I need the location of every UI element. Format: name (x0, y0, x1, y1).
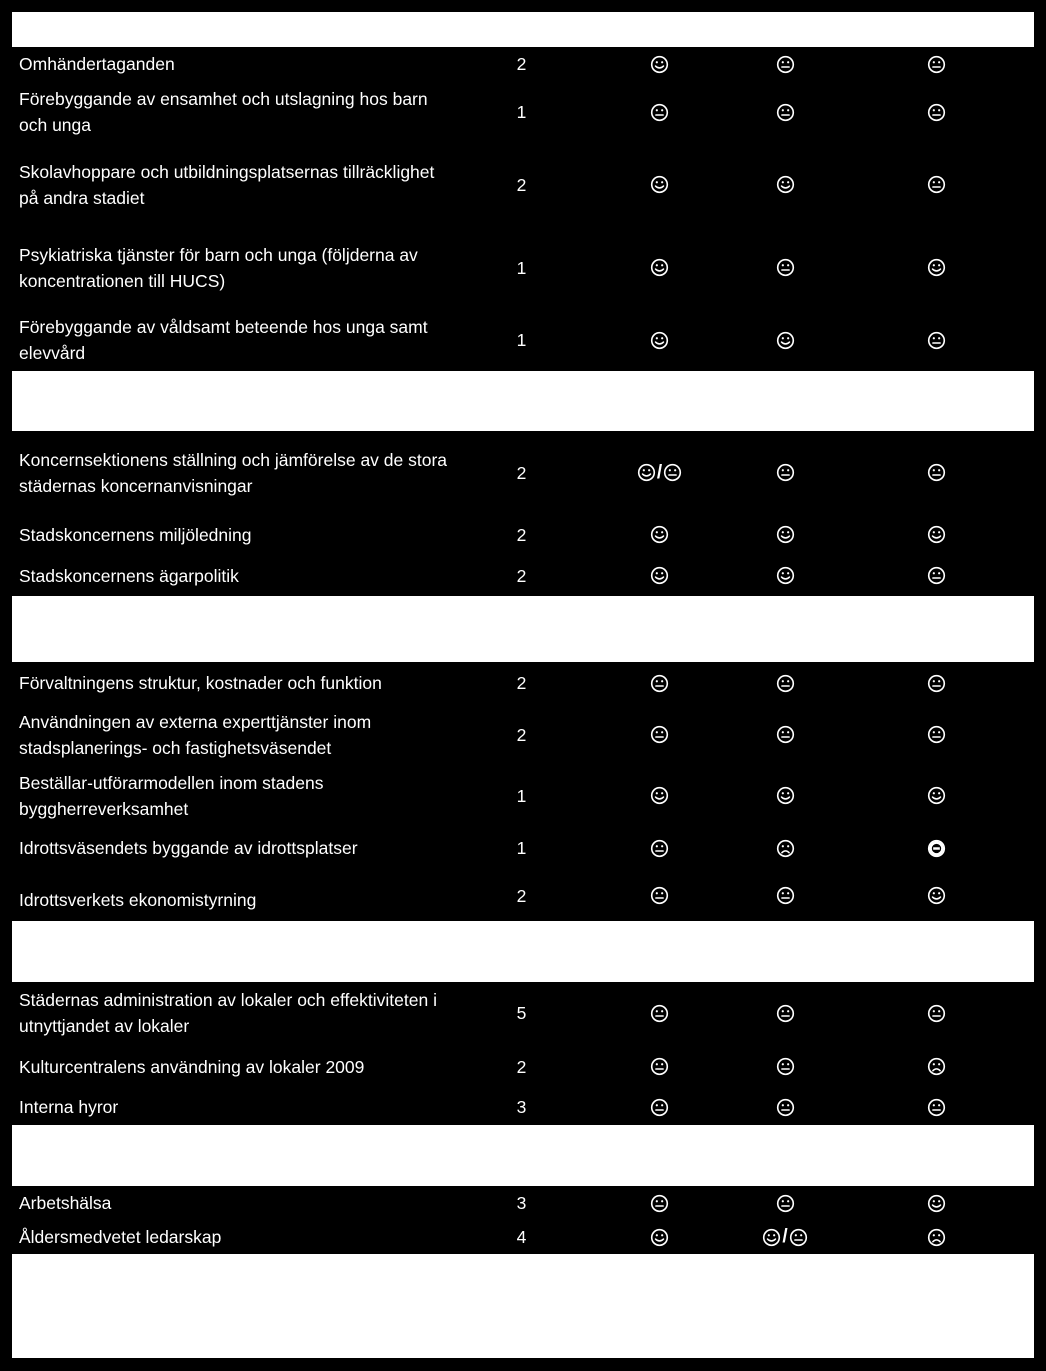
topic-cell: Arbetshälsa (12, 1188, 453, 1218)
count-cell: 1 (456, 228, 587, 307)
rating-cell (732, 145, 838, 224)
rating-cell (732, 984, 838, 1042)
rating-cell (840, 49, 1032, 79)
count-cell: 1 (456, 83, 587, 141)
count-cell: 3 (456, 1188, 587, 1218)
topic-cell: Skolavhoppare och utbildningsplatsernas tillräcklighet på andra stadiet (12, 145, 453, 224)
topic-cell: Förvaltningens struktur, kostnader och funktion (12, 664, 453, 702)
count-cell: 3 (456, 1091, 587, 1123)
rating (650, 525, 669, 544)
rating (776, 725, 795, 744)
count-cell: 1 (456, 311, 587, 369)
rating-cell (732, 83, 838, 141)
neutral-face-icon (776, 674, 795, 693)
happy-face-icon (776, 786, 795, 805)
rating-cell (589, 49, 730, 79)
neutral-face-icon (927, 725, 946, 744)
rating-cell (589, 664, 730, 702)
table-row (12, 765, 1034, 826)
rating (927, 525, 946, 544)
rating-cell (732, 1222, 838, 1252)
rating (927, 1098, 946, 1117)
rating-cell (840, 1222, 1032, 1252)
neutral-face-icon (776, 886, 795, 905)
rating (927, 839, 946, 858)
count-cell: 2 (456, 49, 587, 79)
table-row (12, 704, 1034, 765)
count-cell: 2 (456, 433, 587, 512)
rating (927, 725, 946, 744)
rating-cell (589, 228, 730, 307)
rating-cell (732, 49, 838, 79)
rating (927, 886, 946, 905)
rating (927, 1004, 946, 1023)
table-row (12, 870, 1034, 921)
rating (776, 175, 795, 194)
rating (776, 1098, 795, 1117)
rating (927, 1194, 946, 1213)
rating-cell (589, 145, 730, 224)
rating (927, 463, 946, 482)
rating (650, 1004, 669, 1023)
rating-cell (840, 433, 1032, 512)
neutral-face-icon (927, 331, 946, 350)
happy-face-icon (650, 175, 669, 194)
neutral-face-icon (776, 463, 795, 482)
rating-cell (732, 706, 838, 763)
rating-cell (732, 872, 838, 919)
rating-cell (840, 557, 1032, 594)
rating (776, 258, 795, 277)
count-cell: 2 (456, 557, 587, 594)
topic-cell: Interna hyror (12, 1091, 453, 1123)
table-row (12, 1089, 1034, 1125)
rating (927, 175, 946, 194)
happy-face-icon (927, 786, 946, 805)
happy-face-icon (776, 175, 795, 194)
rating (650, 331, 669, 350)
table-row (12, 1044, 1034, 1089)
rating-separator: / (782, 1226, 788, 1247)
happy-face-icon (776, 525, 795, 544)
neutral-face-icon (927, 1004, 946, 1023)
rating-cell (732, 664, 838, 702)
rating (776, 103, 795, 122)
rating-cell (840, 828, 1032, 868)
rating-cell (589, 433, 730, 512)
rating-cell (732, 828, 838, 868)
rating-cell (732, 433, 838, 512)
neutral-face-icon (927, 566, 946, 585)
rating-cell (589, 767, 730, 824)
happy-face-icon (762, 1228, 781, 1247)
count-cell: 2 (456, 145, 587, 224)
rating (650, 566, 669, 585)
rating-cell (589, 706, 730, 763)
neutral-face-icon (776, 1004, 795, 1023)
rating (650, 725, 669, 744)
rating (927, 55, 946, 74)
topic-cell: Psykiatriska tjänster för barn och unga (följderna av koncentrationen till HUCS) (12, 228, 453, 307)
topic-cell: Kulturcentralens användning av lokaler 2009 (12, 1046, 453, 1087)
rating (637, 463, 682, 483)
neutral-face-icon (927, 55, 946, 74)
rating (650, 1057, 669, 1076)
rating-cell (732, 516, 838, 553)
neutral-face-icon (650, 674, 669, 693)
rating-cell (732, 1188, 838, 1218)
neutral-face-icon (927, 103, 946, 122)
neutral-face-icon (650, 1057, 669, 1076)
rating-cell (840, 228, 1032, 307)
happy-face-icon (927, 1194, 946, 1213)
rating (650, 839, 669, 858)
topic-cell: Idrottsväsendets byggande av idrottsplatser (12, 828, 453, 868)
happy-face-icon (650, 786, 669, 805)
table-row (12, 81, 1034, 143)
table-row (12, 662, 1034, 704)
neutral-face-icon (650, 725, 669, 744)
sad-face-icon (927, 1228, 946, 1247)
rating (650, 55, 669, 74)
rating (650, 674, 669, 693)
rating-cell (589, 1091, 730, 1123)
rating (650, 786, 669, 805)
neutral-face-icon (650, 1194, 669, 1213)
rating-cell (589, 828, 730, 868)
rating (776, 839, 795, 858)
sad-face-icon (927, 1057, 946, 1076)
happy-face-icon (650, 331, 669, 350)
table-row (12, 1186, 1034, 1220)
rating-cell (589, 311, 730, 369)
neutral-face-icon (927, 674, 946, 693)
table-row (12, 47, 1034, 81)
rating-cell (589, 1222, 730, 1252)
happy-face-icon (927, 525, 946, 544)
rating (927, 331, 946, 350)
neutral-face-icon (650, 1098, 669, 1117)
count-cell: 5 (456, 984, 587, 1042)
neutral-face-icon (776, 1098, 795, 1117)
rating-cell (840, 767, 1032, 824)
rating (776, 463, 795, 482)
table-row (12, 555, 1034, 596)
rating-cell (589, 516, 730, 553)
rating-cell (840, 1188, 1032, 1218)
neutral-face-icon (927, 175, 946, 194)
rating (776, 786, 795, 805)
happy-face-icon (776, 331, 795, 350)
neutral-face-icon (776, 1057, 795, 1076)
rating-cell (589, 1046, 730, 1087)
rating (927, 1057, 946, 1076)
count-cell: 1 (456, 828, 587, 868)
count-cell: 2 (456, 872, 587, 919)
rating-cell (589, 557, 730, 594)
neutral-face-icon (776, 725, 795, 744)
rating-cell (840, 664, 1032, 702)
topic-cell: Åldersmedvetet ledarskap (12, 1222, 453, 1252)
happy-face-icon (650, 566, 669, 585)
rating (927, 786, 946, 805)
topic-cell: Städernas administration av lokaler och effektiviteten i utnyttjandet av lokaler (12, 984, 453, 1042)
count-cell: 2 (456, 516, 587, 553)
rating-cell (589, 984, 730, 1042)
neutral-face-icon (789, 1228, 808, 1247)
rating-cell (589, 83, 730, 141)
table-row (12, 309, 1034, 371)
rating (650, 886, 669, 905)
rating-cell (840, 83, 1032, 141)
rating (776, 331, 795, 350)
rating-cell (840, 1091, 1032, 1123)
happy-face-icon (650, 525, 669, 544)
table-row (12, 431, 1034, 514)
rating-cell (732, 1091, 838, 1123)
rating (776, 566, 795, 585)
rating-cell (732, 1046, 838, 1087)
neutral-face-icon (650, 1004, 669, 1023)
table-row (12, 514, 1034, 555)
rating (776, 55, 795, 74)
rating (650, 175, 669, 194)
rating-cell (840, 872, 1032, 919)
neutral-face-icon (650, 886, 669, 905)
topic-cell: Förebyggande av våldsamt beteende hos unga samt elevvård (12, 311, 453, 369)
rating-cell (589, 872, 730, 919)
happy-face-icon (927, 886, 946, 905)
rating (776, 1194, 795, 1213)
sad-face-icon (776, 839, 795, 858)
table-row (12, 226, 1034, 309)
rating (650, 1098, 669, 1117)
count-cell: 2 (456, 1046, 587, 1087)
happy-face-icon (927, 258, 946, 277)
rating (762, 1227, 807, 1247)
rating (650, 1228, 669, 1247)
rating (927, 103, 946, 122)
rating-cell (840, 706, 1032, 763)
happy-face-icon (650, 55, 669, 74)
neutral-face-icon (927, 463, 946, 482)
topic-cell: Beställar-utförarmodellen inom stadens byggherreverksamhet (12, 767, 453, 824)
neutral-face-icon (663, 463, 682, 482)
rating-cell (840, 311, 1032, 369)
minus-face-icon (927, 839, 946, 858)
happy-face-icon (650, 1228, 669, 1247)
topic-cell: Idrottsverkets ekonomistyrning (12, 872, 453, 919)
topic-cell: Användningen av externa experttjänster inom stadsplanerings- och fastighetsväsendet (12, 706, 453, 763)
neutral-face-icon (776, 258, 795, 277)
table-row (12, 982, 1034, 1044)
count-cell: 2 (456, 706, 587, 763)
rating-cell (732, 557, 838, 594)
rating (776, 525, 795, 544)
rating (776, 1004, 795, 1023)
rating (776, 886, 795, 905)
count-cell: 4 (456, 1222, 587, 1252)
rating-cell (732, 767, 838, 824)
rating-separator: / (656, 461, 663, 483)
rating (776, 1057, 795, 1076)
neutral-face-icon (776, 55, 795, 74)
topic-cell: Koncernsektionens ställning och jämförelse av de stora städernas koncernanvisningar (12, 433, 453, 512)
count-cell: 1 (456, 767, 587, 824)
neutral-face-icon (776, 1194, 795, 1213)
neutral-face-icon (776, 103, 795, 122)
rating-cell (589, 1188, 730, 1218)
table-row (12, 1220, 1034, 1254)
rating-cell (840, 145, 1032, 224)
topic-cell: Stadskoncernens miljöledning (12, 516, 453, 553)
table-row (12, 826, 1034, 870)
rating (927, 566, 946, 585)
rating (650, 103, 669, 122)
happy-face-icon (776, 566, 795, 585)
neutral-face-icon (650, 103, 669, 122)
rating (927, 1228, 946, 1247)
table-row (12, 143, 1034, 226)
rating (776, 674, 795, 693)
rating-cell (840, 984, 1032, 1042)
topic-cell: Omhändertaganden (12, 49, 453, 79)
rating-cell (840, 516, 1032, 553)
rating-cell (732, 311, 838, 369)
rating (927, 258, 946, 277)
rating (650, 1194, 669, 1213)
neutral-face-icon (927, 1098, 946, 1117)
rating-cell (732, 228, 838, 307)
topic-cell: Förebyggande av ensamhet och utslagning hos barn och unga (12, 83, 453, 141)
rating-cell (840, 1046, 1032, 1087)
neutral-face-icon (650, 839, 669, 858)
happy-face-icon (650, 258, 669, 277)
rating (650, 258, 669, 277)
topic-cell: Stadskoncernens ägarpolitik (12, 557, 453, 594)
count-cell: 2 (456, 664, 587, 702)
rating (927, 674, 946, 693)
happy-face-icon (637, 463, 656, 482)
